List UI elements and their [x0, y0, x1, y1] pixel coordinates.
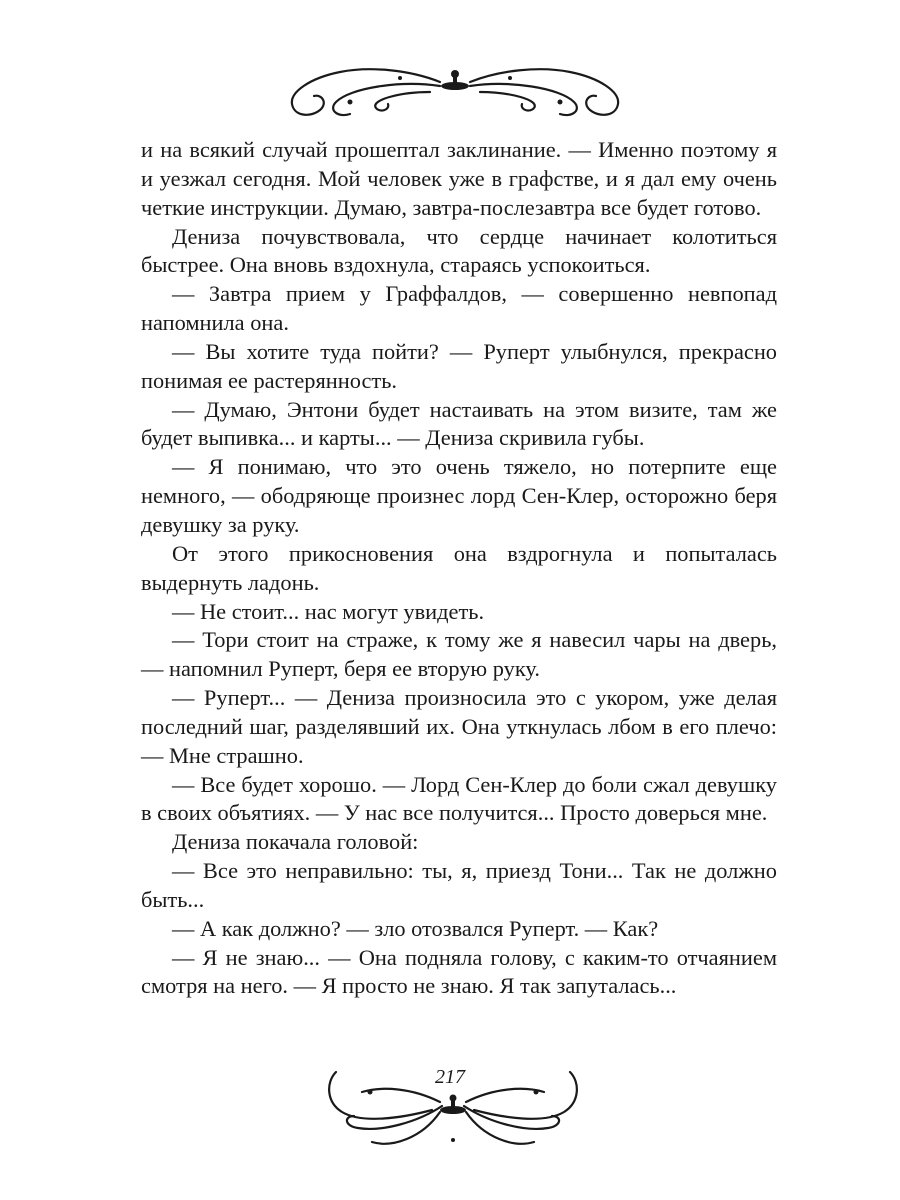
paragraph: — Завтра прием у Граффалдов, — совершенно невпопад напомнила она.	[141, 281, 777, 336]
paragraph: — Все будет хорошо. — Лорд Сен-Клер до боли сжал девушку в своих объятиях. — У нас все получится... Просто доверься мне.	[141, 771, 777, 826]
paragraph: — Не стоит... нас могут увидеть.	[172, 598, 485, 624]
body-text	[141, 136, 777, 1001]
bottom-ornament	[322, 1062, 584, 1154]
paragraph: — Вы хотите туда пойти? — Руперт улыбнулся, прекрасно понимая ее растерянность.	[141, 338, 777, 393]
paragraph: — Все это неправильно: ты, я, приезд Тони... Так не должно быть...	[141, 858, 777, 912]
top-ornament	[280, 58, 630, 124]
paragraph: — Я не знаю... — Она подняла голову, с каким-то отчаянием смотря на него. — Я просто не знаю. Я так запуталась...	[141, 944, 777, 999]
paragraph: Дениза покачала головой:	[172, 829, 419, 855]
page-number: 217	[435, 1066, 465, 1088]
paragraph: — Тори стоит на страже, к тому же я навесил чары на дверь, — напомнил Руперт, беря ее вторую руку.	[141, 627, 777, 682]
paragraph: и на всякий случай прошептал заклинание. — Именно поэтому я и уезжал сегодня. Мой человек уже в графстве, и я дал ему очень четкие инструкции. Думаю, завтра-послезавтра все будет готово.	[141, 137, 777, 220]
paragraph: — Я понимаю, что это очень тяжело, но потерпите еще немного, — ободряюще произнес лорд Сен-Клер, осторожно беря девушку за руку.	[141, 454, 777, 537]
paragraph: От этого прикосновения она вздрогнула и попыталась выдернуть ладонь.	[141, 540, 777, 595]
paragraph: — Руперт... — Дениза произносила это с укором, уже делая последний шаг, разделявший их. Она уткнулась лбом в его плечо: — Мне страшно.	[141, 685, 777, 768]
paragraph: — Думаю, Энтони будет настаивать на этом визите, там же будет выпивка... и карты... — Дениза скривила губы.	[141, 396, 777, 451]
paragraph: Дениза почувствовала, что сердце начинает колотиться быстрее. Она вновь вздохнула, стараясь успокоиться.	[141, 223, 777, 278]
paragraph: — А как должно? — зло отозвался Руперт. — Как?	[172, 915, 659, 941]
